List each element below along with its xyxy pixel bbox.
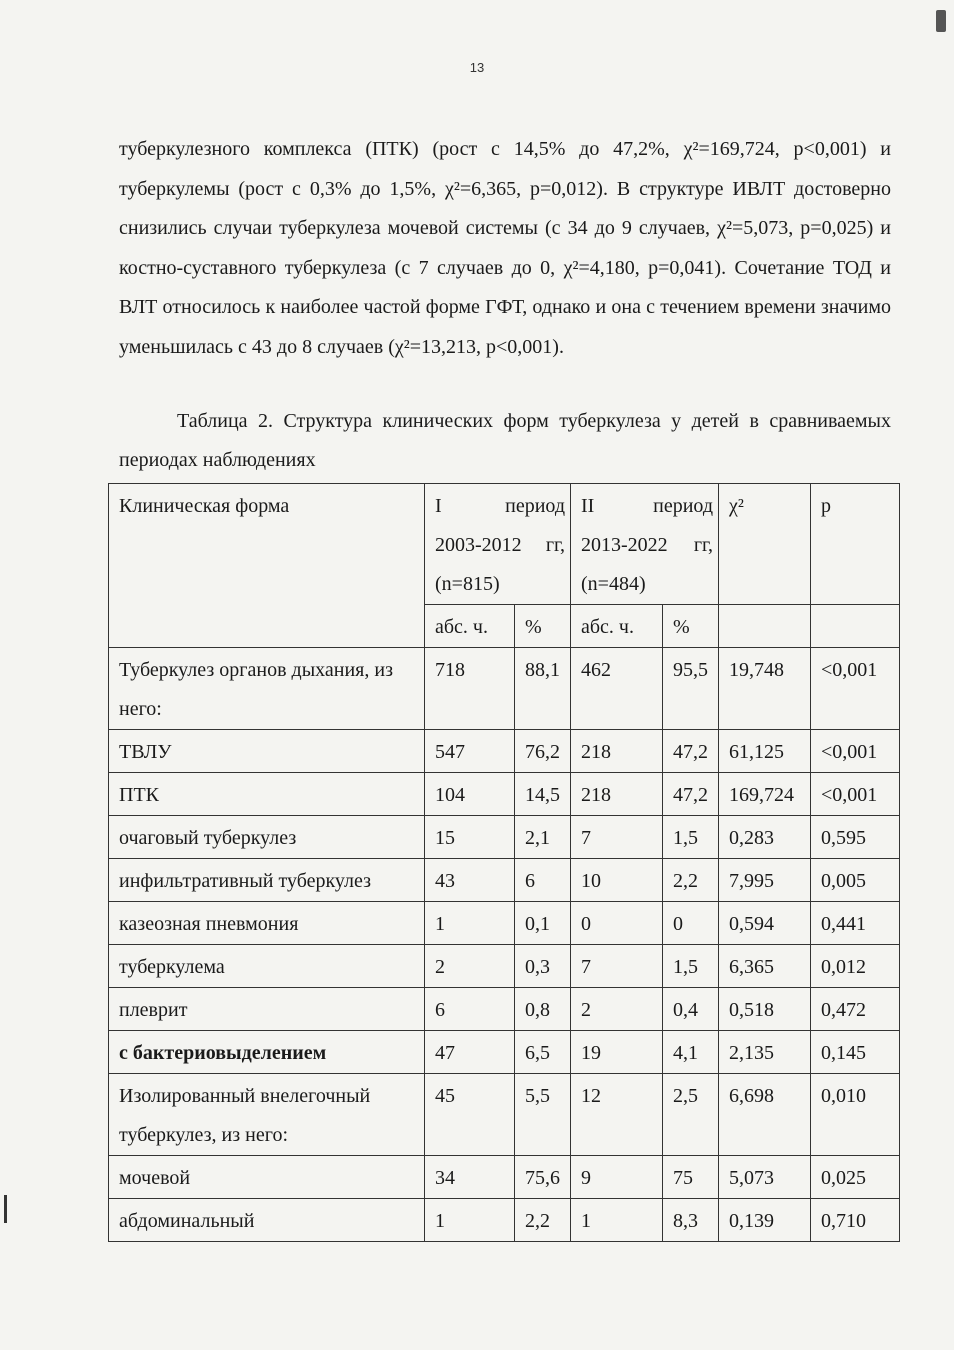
page-number: 13: [469, 60, 485, 75]
subheader-abs-2: абс. ч.: [571, 605, 663, 648]
cell-form: ПТК: [109, 773, 425, 816]
subheader-abs-1: абс. ч.: [425, 605, 515, 648]
cell-chi: 169,724: [719, 773, 811, 816]
table-row: [109, 730, 900, 773]
cell-abs-2: 218: [571, 730, 663, 773]
cell-p: 0,005: [811, 859, 900, 902]
cell-abs-2: 2: [571, 988, 663, 1031]
table-row: [109, 773, 900, 816]
cell-pct-2: 2,5: [663, 1074, 719, 1156]
table-row: [109, 1199, 900, 1242]
subheader-empty: [719, 605, 811, 648]
cell-pct-1: 0,1: [515, 902, 571, 945]
cell-abs-2: 10: [571, 859, 663, 902]
table-row: [109, 816, 900, 859]
cell-form: ТВЛУ: [109, 730, 425, 773]
cell-chi: 0,283: [719, 816, 811, 859]
cell-abs-1: 43: [425, 859, 515, 902]
table-row: [109, 1074, 900, 1156]
table-row: [109, 1031, 900, 1074]
cell-abs-2: 0: [571, 902, 663, 945]
cell-abs-2: 462: [571, 648, 663, 730]
cell-pct-1: 14,5: [515, 773, 571, 816]
cell-pct-2: 47,2: [663, 730, 719, 773]
cell-form: Туберкулез органов дыхания, из него:: [109, 648, 425, 730]
cell-pct-2: 8,3: [663, 1199, 719, 1242]
cell-abs-2: 9: [571, 1156, 663, 1199]
cell-form: Изолированный внелегочный туберкулез, из него:: [109, 1074, 425, 1156]
cell-pct-2: 1,5: [663, 945, 719, 988]
header-period-2: II период 2013-2022 гг, (n=484): [571, 484, 719, 605]
cell-pct-1: 88,1: [515, 648, 571, 730]
cell-abs-2: 7: [571, 816, 663, 859]
table-header-row: [109, 484, 900, 605]
cell-form: абдоминальный: [109, 1199, 425, 1242]
cell-p: 0,010: [811, 1074, 900, 1156]
cell-p: <0,001: [811, 648, 900, 730]
cell-abs-1: 1: [425, 1199, 515, 1242]
cell-p: 0,441: [811, 902, 900, 945]
cell-abs-1: 45: [425, 1074, 515, 1156]
cell-form: казеозная пневмония: [109, 902, 425, 945]
table-row: [109, 902, 900, 945]
cell-form: очаговый туберкулез: [109, 816, 425, 859]
paragraph-text: туберкулезного комплекса (ПТК) (рост с 14,5% до 47,2%, χ²=169,724, p<0,001) и туберкулемы (рост с 0,3% до 1,5%, χ²=6,365, p=0,012). В структуре ИВЛТ достоверно снизились случаи туберкулеза мочевой системы (с 34 до 9 случаев, χ²=5,073, p=0,025) и костно-суставного туберкулеза (с 7 случаев до 0, χ²=4,180, p=0,041). Сочетание ТОД и ВЛТ относилось к наиболее частой форме ГФТ, однако и она с течением времени значимо уменьшилась с 43 до 8 случаев (χ²=13,213, p<0,001).: [119, 138, 891, 358]
subheader-pct-2: %: [663, 605, 719, 648]
table-row: [109, 988, 900, 1031]
cell-pct-1: 6,5: [515, 1031, 571, 1074]
cell-pct-2: 0,4: [663, 988, 719, 1031]
subheader-pct-1: %: [515, 605, 571, 648]
cell-chi: 61,125: [719, 730, 811, 773]
caption-text: Таблица 2. Структура клинических форм туберкулеза у детей в сравниваемых периодах наблюдениях: [119, 410, 891, 471]
cell-form: мочевой: [109, 1156, 425, 1199]
cell-abs-1: 547: [425, 730, 515, 773]
clinical-forms-table: [108, 483, 900, 1242]
table-row: [109, 859, 900, 902]
cell-abs-2: 1: [571, 1199, 663, 1242]
cell-chi: 0,518: [719, 988, 811, 1031]
cell-abs-1: 34: [425, 1156, 515, 1199]
table-row: [109, 1156, 900, 1199]
table-caption: [119, 402, 891, 480]
cell-abs-2: 218: [571, 773, 663, 816]
cell-p: 0,595: [811, 816, 900, 859]
staple-mark: [936, 10, 946, 32]
cell-chi: 2,135: [719, 1031, 811, 1074]
cell-chi: 5,073: [719, 1156, 811, 1199]
cell-pct-2: 75: [663, 1156, 719, 1199]
cell-pct-1: 76,2: [515, 730, 571, 773]
cell-form: туберкулема: [109, 945, 425, 988]
cell-abs-1: 6: [425, 988, 515, 1031]
cell-pct-1: 75,6: [515, 1156, 571, 1199]
cell-abs-2: 19: [571, 1031, 663, 1074]
cell-abs-1: 15: [425, 816, 515, 859]
header-chi-square: χ²: [719, 484, 811, 605]
cell-p: 0,710: [811, 1199, 900, 1242]
cell-p: <0,001: [811, 730, 900, 773]
cell-p: 0,472: [811, 988, 900, 1031]
cell-abs-1: 2: [425, 945, 515, 988]
subheader-empty: [811, 605, 900, 648]
cell-form: плеврит: [109, 988, 425, 1031]
cell-abs-1: 1: [425, 902, 515, 945]
cell-pct-2: 4,1: [663, 1031, 719, 1074]
cell-pct-1: 0,3: [515, 945, 571, 988]
cell-pct-2: 47,2: [663, 773, 719, 816]
cell-pct-2: 0: [663, 902, 719, 945]
scan-edge-mark: [4, 1195, 7, 1223]
cell-form: с бактериовыделением: [109, 1031, 425, 1074]
cell-pct-2: 95,5: [663, 648, 719, 730]
cell-pct-1: 2,1: [515, 816, 571, 859]
header-p-value: p: [811, 484, 900, 605]
header-period-1: I период 2003-2012 гг, (n=815): [425, 484, 571, 605]
cell-chi: 7,995: [719, 859, 811, 902]
cell-pct-1: 6: [515, 859, 571, 902]
cell-abs-1: 718: [425, 648, 515, 730]
cell-pct-2: 1,5: [663, 816, 719, 859]
table-row: [109, 945, 900, 988]
body-paragraph: [119, 130, 891, 368]
cell-pct-2: 2,2: [663, 859, 719, 902]
cell-chi: 0,139: [719, 1199, 811, 1242]
cell-chi: 0,594: [719, 902, 811, 945]
cell-chi: 6,698: [719, 1074, 811, 1156]
cell-form: инфильтративный туберкулез: [109, 859, 425, 902]
cell-p: 0,025: [811, 1156, 900, 1199]
cell-abs-1: 47: [425, 1031, 515, 1074]
header-form: Клиническая форма: [109, 484, 425, 648]
cell-chi: 19,748: [719, 648, 811, 730]
table-row: [109, 648, 900, 730]
cell-pct-1: 2,2: [515, 1199, 571, 1242]
cell-chi: 6,365: [719, 945, 811, 988]
cell-p: <0,001: [811, 773, 900, 816]
cell-abs-2: 12: [571, 1074, 663, 1156]
cell-p: 0,145: [811, 1031, 900, 1074]
cell-pct-1: 0,8: [515, 988, 571, 1031]
cell-abs-2: 7: [571, 945, 663, 988]
cell-pct-1: 5,5: [515, 1074, 571, 1156]
cell-abs-1: 104: [425, 773, 515, 816]
cell-p: 0,012: [811, 945, 900, 988]
